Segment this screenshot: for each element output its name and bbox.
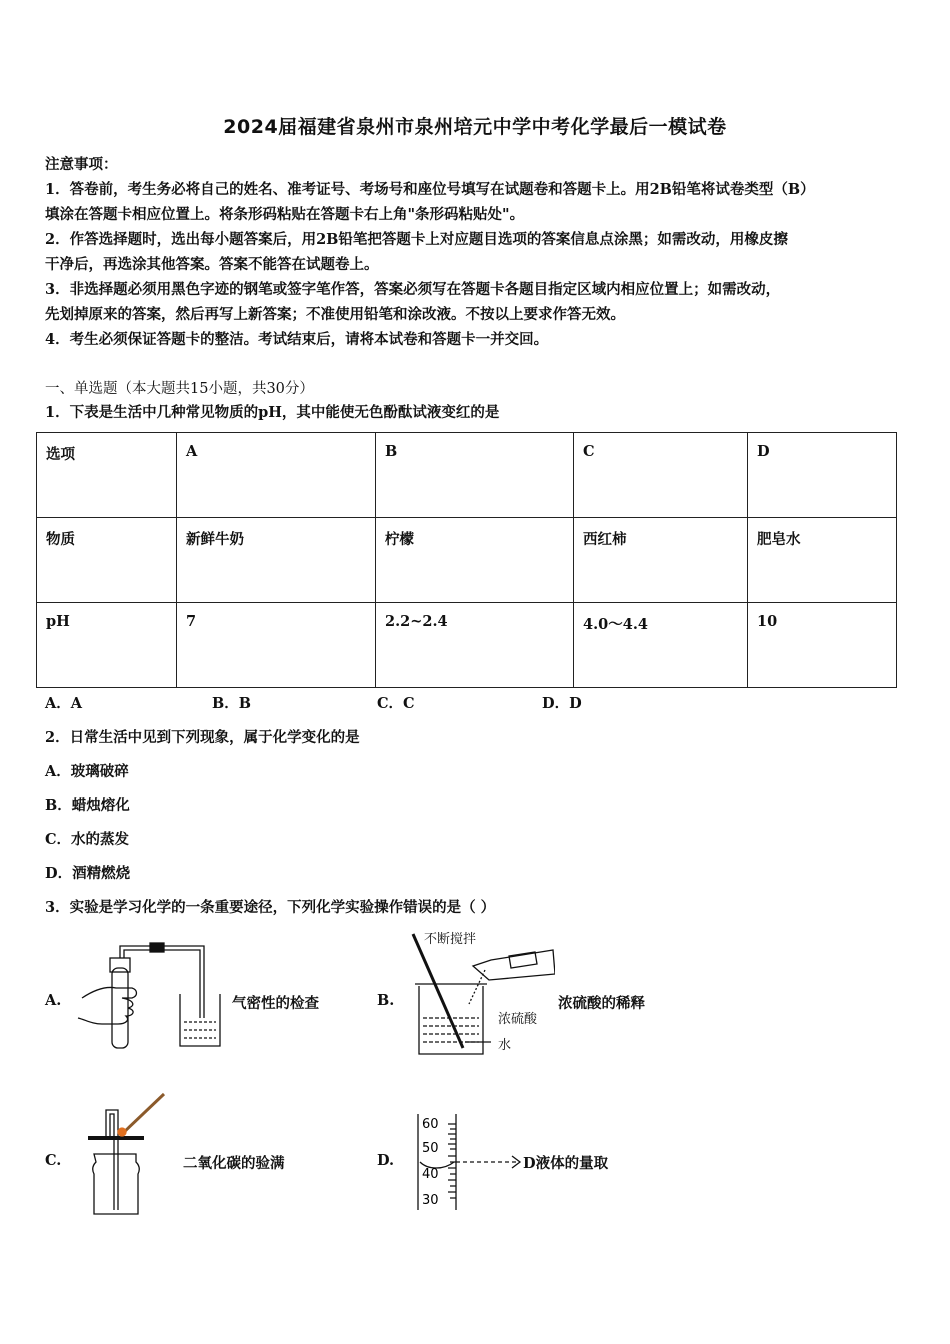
cylinder-tick: 50 <box>422 1141 439 1156</box>
notice-line: 填涂在答题卡相应位置上。将条形码粘贴在答题卡右上角"条形码粘贴处"。 <box>45 206 525 223</box>
q1-stem: 1．下表是生活中几种常见物质的pH，其中能使无色酚酞试液变红的是 <box>45 404 500 421</box>
table-cell: B <box>376 433 574 518</box>
table-cell: 选项 <box>37 433 177 518</box>
table-cell: A <box>177 433 376 518</box>
table-row <box>37 518 897 603</box>
cylinder-tick: 60 <box>422 1117 439 1132</box>
table-cell: 新鲜牛奶 <box>177 518 376 603</box>
q2-option[interactable]: D．酒精燃烧 <box>45 865 131 882</box>
table-cell: pH <box>37 603 177 688</box>
airtight-check-diagram <box>72 938 232 1050</box>
notice-line: 4．考生必须保证答题卡的整洁。考试结束后，请将本试卷和答题卡一并交回。 <box>45 331 549 348</box>
table-cell: 7 <box>177 603 376 688</box>
table-cell: 物质 <box>37 518 177 603</box>
q1-option[interactable]: B．B <box>212 695 252 712</box>
q1-option[interactable]: D．D <box>542 695 582 712</box>
notice-line: 先划掉原来的答案，然后再写上新答案；不准使用铅笔和涂改液。不按以上要求作答无效。 <box>45 306 625 323</box>
q2-option[interactable]: C．水的蒸发 <box>45 831 130 848</box>
table-row <box>37 603 897 688</box>
cylinder-tick: 40 <box>422 1167 439 1182</box>
section-heading: 一、单选题（本大题共15小题，共30分） <box>45 381 314 397</box>
q3-stem: 3．实验是学习化学的一条重要途径，下列化学实验操作错误的是（ ） <box>45 899 496 916</box>
q3-option-c-letter[interactable]: C. <box>45 1152 62 1169</box>
table-cell: 西红柿 <box>574 518 748 603</box>
q3-option-b-letter[interactable]: B. <box>377 992 395 1009</box>
ph-table <box>36 432 897 688</box>
water-label: 水 <box>498 1038 512 1053</box>
table-cell: 10 <box>748 603 897 688</box>
notice-line: 1．答卷前，考生务必将自己的姓名、准考证号、考场号和座位号填写在试题卷和答题卡上。用2B铅笔将试卷类型（B） <box>45 181 815 198</box>
q3-option-c-caption: 二氧化碳的验满 <box>183 1155 285 1172</box>
table-cell: 柠檬 <box>376 518 574 603</box>
q3-option-a-letter[interactable]: A. <box>45 992 62 1009</box>
q1-option[interactable]: A．A <box>45 695 83 712</box>
co2-full-check-diagram <box>80 1090 180 1218</box>
q3-option-d-caption: D液体的量取 <box>523 1155 609 1172</box>
page-title: 2024届福建省泉州市泉州培元中学中考化学最后一模试卷 <box>223 116 727 138</box>
q3-option-a-caption: 气密性的检查 <box>232 995 319 1012</box>
table-cell: C <box>574 433 748 518</box>
measuring-cylinder-diagram <box>412 1112 524 1214</box>
q1-option[interactable]: C．C <box>377 695 415 712</box>
notice-heading: 注意事项： <box>45 156 118 173</box>
cylinder-tick: 30 <box>422 1193 439 1208</box>
notice-line: 2．作答选择题时，选出每小题答案后，用2B铅笔把答题卡上对应题目选项的答案信息点涂黑；如需改动，用橡皮擦 <box>45 231 788 248</box>
table-row <box>37 433 897 518</box>
notice-line: 干净后，再选涂其他答案。答案不能答在试题卷上。 <box>45 256 379 273</box>
notice-line: 3．非选择题必须用黑色字迹的钢笔或签字笔作答，答案必须写在答题卡各题目指定区域内相应位置上；如需改动， <box>45 281 781 298</box>
q2-stem: 2．日常生活中见到下列现象，属于化学变化的是 <box>45 729 360 746</box>
q2-option[interactable]: A．玻璃破碎 <box>45 763 129 780</box>
table-cell: 4.0～4.4 <box>574 603 748 688</box>
acid-label: 浓硫酸 <box>498 1012 538 1027</box>
q2-option[interactable]: B．蜡烛熔化 <box>45 797 130 814</box>
stir-label: 不断搅拌 <box>424 932 477 947</box>
table-cell: 肥皂水 <box>748 518 897 603</box>
q3-option-d-letter[interactable]: D. <box>377 1152 395 1169</box>
table-cell: D <box>748 433 897 518</box>
q3-option-b-caption: 浓硫酸的稀释 <box>558 995 645 1012</box>
table-cell: 2.2~2.4 <box>376 603 574 688</box>
